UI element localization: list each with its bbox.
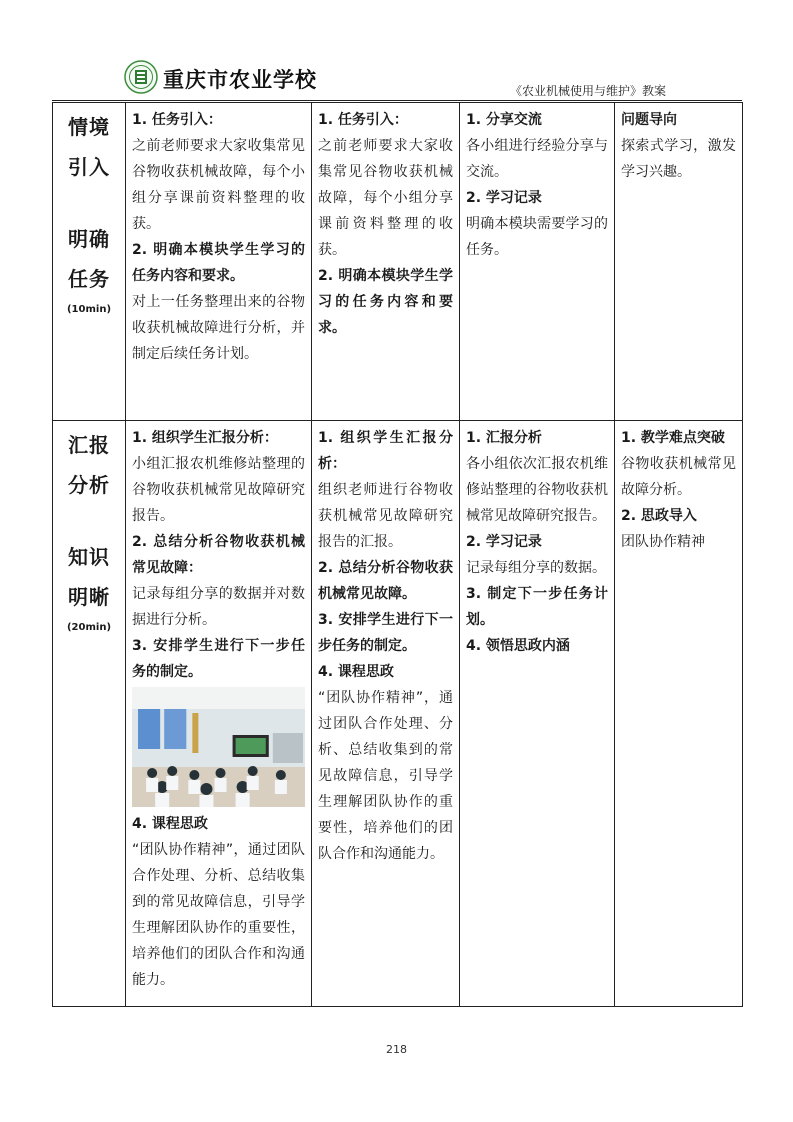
item-heading: 4. 课程思政: [132, 816, 208, 832]
item-heading: 1. 汇报分析: [466, 430, 542, 446]
stage-label: 情境: [68, 115, 110, 139]
stage-label: 明确: [68, 227, 110, 251]
stage-label: 分析: [68, 473, 110, 497]
stage-label: 知识: [68, 545, 110, 569]
table-row: [53, 421, 743, 1007]
item-heading: 2. 思政导入: [621, 508, 697, 524]
item-heading: 2. 学习记录: [466, 190, 542, 206]
header-rule: [52, 100, 742, 101]
item-heading: 问题导向: [621, 112, 677, 128]
stage-label: 汇报: [68, 433, 110, 457]
design-intent-cell: [615, 421, 743, 1007]
teacher-activity-cell: [312, 421, 460, 1007]
item-text: 组织老师进行谷物收获机械常见故障研究报告的汇报。: [318, 482, 453, 550]
item-heading: 1. 分享交流: [466, 112, 542, 128]
table-row: [53, 103, 743, 421]
classroom-photo: [132, 687, 305, 807]
school-name: 重庆市农业学校: [163, 67, 317, 92]
stage-label: 明晰: [68, 585, 110, 609]
item-text: 各小组进行经验分享与交流。: [466, 138, 608, 180]
student-activity-cell: [460, 421, 615, 1007]
item-text: 之前老师要求大家收集常见谷物收获机械故障，每个小组分享课前资料整理的收获。: [132, 138, 305, 232]
item-heading: 4. 领悟思政内涵: [466, 638, 570, 654]
item-text: 明确本模块需要学习的任务。: [466, 216, 608, 258]
item-heading: 2. 总结分析谷物收获机械常见故障：: [132, 534, 305, 576]
item-text: “团队协作精神”，通过团队合作处理、分析、总结收集到的常见故障信息，引导学生理解团队协作的重要性，培养他们的团队合作和沟通能力。: [132, 842, 305, 988]
stage-duration: (20min): [66, 622, 112, 633]
item-heading: 2. 学习记录: [466, 534, 542, 550]
teacher-activity-cell: [312, 103, 460, 421]
page-header: [0, 0, 793, 100]
item-heading: 3. 安排学生进行下一步任务的制定。: [132, 638, 305, 680]
stage-cell: [53, 103, 126, 421]
stage-label: 任务: [68, 267, 110, 291]
item-text: 谷物收获机械常见故障分析。: [621, 456, 736, 498]
document-title: 《农业机械使用与维护》教案: [510, 84, 667, 98]
stage-duration: (10min): [66, 304, 112, 315]
item-heading: 1. 组织学生汇报分析：: [132, 430, 278, 446]
item-text: 记录每组分享的数据。: [466, 560, 606, 576]
item-heading: 2. 总结分析谷物收获机械常见故障。: [318, 560, 453, 602]
item-text: 对上一任务整理出来的谷物收获机械故障进行分析，并制定后续任务计划。: [132, 294, 305, 362]
teacher-content-cell: [126, 103, 312, 421]
item-heading: 3. 安排学生进行下一步任务的制定。: [318, 612, 453, 654]
item-heading: 1. 教学难点突破: [621, 430, 725, 446]
school-logo-icon: [124, 60, 158, 94]
stage-label: 引入: [68, 155, 110, 179]
student-activity-cell: [460, 103, 615, 421]
item-heading: 2. 明确本模块学生学习的任务内容和要求。: [132, 242, 305, 284]
item-text: 记录每组分享的数据并对数据进行分析。: [132, 586, 305, 628]
item-heading: 1. 组织学生汇报分析：: [318, 430, 453, 472]
item-heading: 2. 明确本模块学生学习的任务内容和要求。: [318, 268, 453, 336]
item-text: 小组汇报农机维修站整理的谷物收获机械常见故障研究报告。: [132, 456, 305, 524]
item-text: 探索式学习，激发学习兴趣。: [621, 138, 736, 180]
item-heading: 4. 课程思政: [318, 664, 394, 680]
page-number: 218: [386, 1043, 407, 1056]
item-text: 之前老师要求大家收集常见谷物收获机械故障，每个小组分享课前资料整理的收获。: [318, 138, 453, 258]
item-text: 团队协作精神: [621, 534, 705, 550]
item-text: “团队协作精神”，通过团队合作处理、分析、总结收集到的常见故障信息，引导学生理解团队协作的重要性，培养他们的团队合作和沟通能力。: [318, 690, 453, 862]
item-heading: 1. 任务引入：: [318, 112, 408, 128]
lesson-plan-table: [52, 102, 743, 1007]
stage-cell: [53, 421, 126, 1007]
item-text: 各小组依次汇报农机维修站整理的谷物收获机械常见故障研究报告。: [466, 456, 608, 524]
teacher-content-cell: [126, 421, 312, 1007]
item-heading: 1. 任务引入：: [132, 112, 222, 128]
item-heading: 3. 制定下一步任务计划。: [466, 586, 608, 628]
design-intent-cell: [615, 103, 743, 421]
